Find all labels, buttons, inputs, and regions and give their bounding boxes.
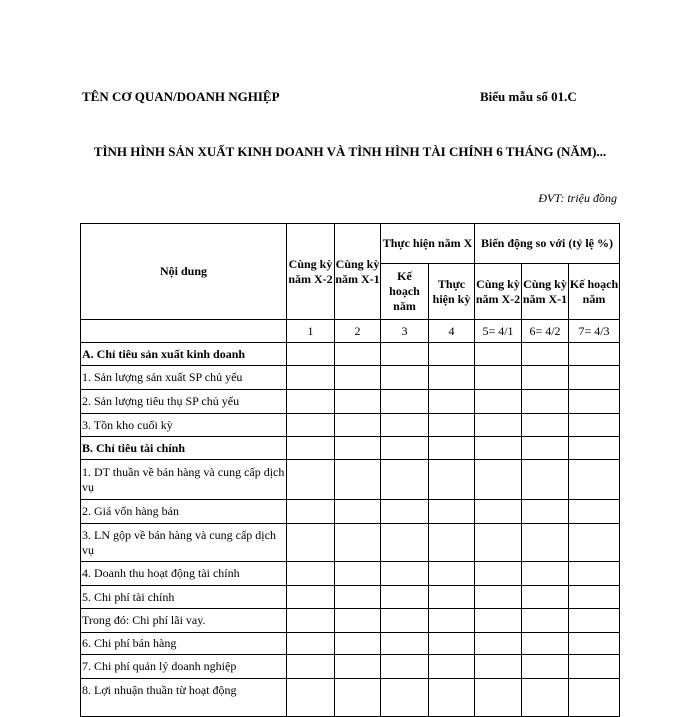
row-label: 4. Doanh thu hoạt động tài chính <box>81 562 287 586</box>
column-number: 6= 4/2 <box>522 320 569 343</box>
table-row <box>81 655 620 679</box>
header-same-period-x2: Cùng kỳ năm X-2 <box>287 224 335 320</box>
column-number: 7= 4/3 <box>569 320 620 343</box>
table-row <box>81 460 620 500</box>
row-label: Trong đó: Chi phí lãi vay. <box>81 609 287 633</box>
row-label: 8. Lợi nhuận thuần từ hoạt động <box>81 679 287 717</box>
table-row <box>81 679 620 717</box>
header-content: Nội dung <box>81 224 287 320</box>
row-label: A. Chỉ tiêu sản xuất kinh doanh <box>81 343 287 366</box>
table-row <box>81 524 620 562</box>
row-label: 1. Sản lượng sản xuất SP chủ yếu <box>81 366 287 390</box>
table-row <box>81 562 620 586</box>
header-plan-year: Kế hoạch năm <box>381 264 429 320</box>
row-label: 5. Chi phí tài chính <box>81 586 287 609</box>
report-table <box>80 223 620 717</box>
row-label: B. Chỉ tiêu tài chính <box>81 437 287 460</box>
column-number: 2 <box>335 320 381 343</box>
row-label: 3. Tồn kho cuối kỳ <box>81 414 287 437</box>
organization-name: TÊN CƠ QUAN/DOANH NGHIỆP <box>82 89 280 104</box>
row-label: 2. Sản lượng tiêu thụ SP chủ yếu <box>81 390 287 414</box>
form-number: Biểu mẫu số 01.C <box>480 89 577 104</box>
header-actual-period: Thực hiện kỳ <box>429 264 475 320</box>
table-row <box>81 609 620 633</box>
header-vs-x2: Cùng kỳ năm X-2 <box>475 264 522 320</box>
table-row <box>81 366 620 390</box>
table-row <box>81 414 620 437</box>
header-actual-year-x: Thực hiện năm X <box>381 224 475 264</box>
column-number: 1 <box>287 320 335 343</box>
row-label: 7. Chi phí quản lý doanh nghiệp <box>81 655 287 679</box>
header-vs-x1: Cùng kỳ năm X-1 <box>522 264 569 320</box>
table-row <box>81 586 620 609</box>
column-number: 3 <box>381 320 429 343</box>
unit-label: ĐVT: triệu đồng <box>538 191 617 205</box>
header-change-ratio: Biến động so với (tỷ lệ %) <box>475 224 620 264</box>
column-number-cell <box>81 320 287 343</box>
column-number-row <box>81 320 620 343</box>
table-row <box>81 343 620 366</box>
row-label: 2. Giá vốn hàng bán <box>81 500 287 524</box>
table-row <box>81 390 620 414</box>
row-label: 1. DT thuần về bán hàng và cung cấp dịch vụ <box>81 460 287 500</box>
row-label: 6. Chi phí bán hàng <box>81 633 287 655</box>
row-label: 3. LN gộp về bán hàng và cung cấp dịch vụ <box>81 524 287 562</box>
header-vs-plan: Kế hoạch năm <box>569 264 620 320</box>
table-row <box>81 633 620 655</box>
header-same-period-x1: Cùng kỳ năm X-1 <box>335 224 381 320</box>
report-title: TÌNH HÌNH SẢN XUẤT KINH DOANH VÀ TÌNH HÌNH TÀI CHÍNH 6 THÁNG (NĂM)... <box>93 144 607 159</box>
column-number: 5= 4/1 <box>475 320 522 343</box>
table-row <box>81 437 620 460</box>
column-number: 4 <box>429 320 475 343</box>
table-row <box>81 500 620 524</box>
